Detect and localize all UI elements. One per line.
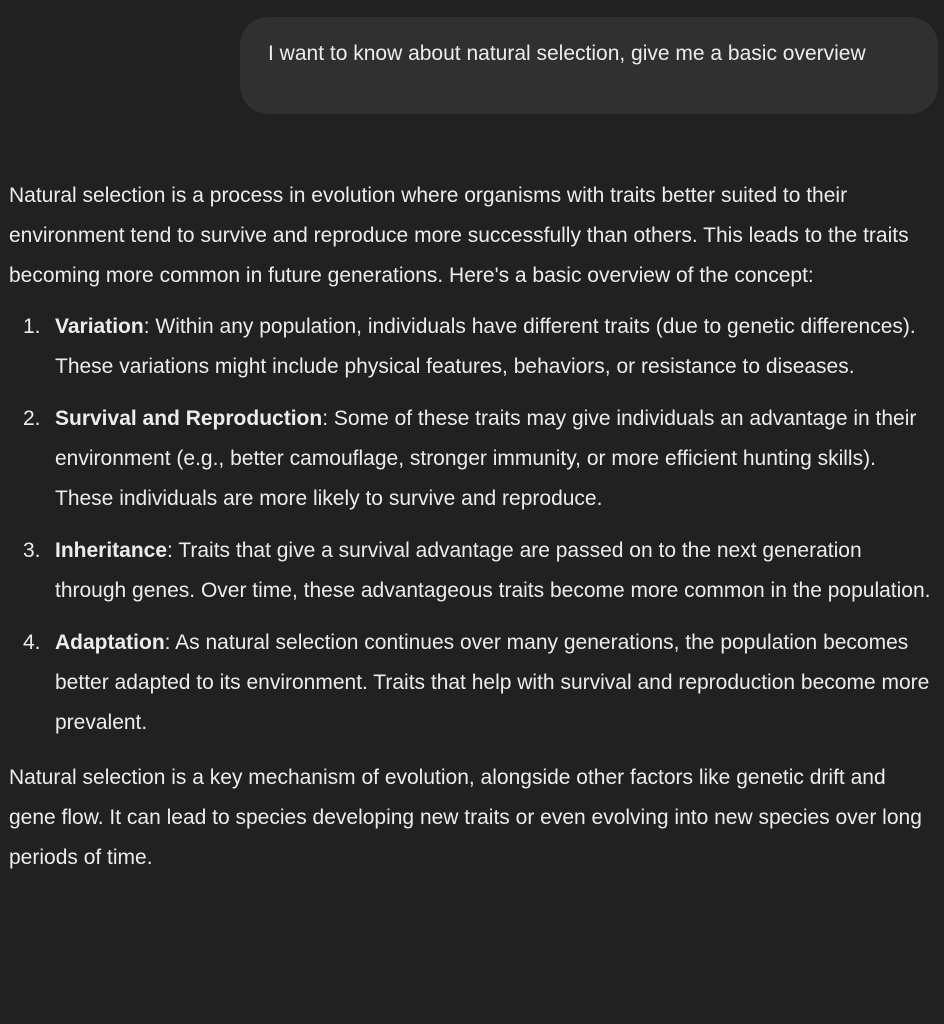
step-number: 2.: [23, 407, 41, 430]
assistant-message: [9, 176, 937, 878]
assistant-closing: Natural selection is a key mechanism of evolution, alongside other factors like genetic drift and gene flow. It can lead to species developing new traits or even evolving into new species over long periods of time.: [9, 766, 922, 869]
list-item: [9, 531, 937, 611]
list-item: [9, 307, 937, 387]
overview-steps-list: [9, 307, 937, 743]
step-body: : Some of these traits may give individuals an advantage in their environment (e.g., better camouflage, stronger immunity, or more efficient hunting skills). These individuals are more likely to survive and reproduce.: [55, 407, 917, 510]
step-number: 4.: [23, 631, 41, 654]
step-title: Survival and Reproduction: [55, 407, 323, 430]
step-title: Variation: [55, 315, 144, 338]
step-title: Adaptation: [55, 631, 165, 654]
step-body: : Traits that give a survival advantage are passed on to the next generation through genes. Over time, these advantageous traits become more common in the population.: [55, 539, 931, 602]
step-body: : Within any population, individuals have different traits (due to genetic differences). These variations might include physical features, behaviors, or resistance to diseases.: [55, 315, 916, 378]
user-message-bubble: [240, 17, 938, 114]
step-number: 3.: [23, 539, 41, 562]
user-message-row: [240, 17, 938, 114]
list-item: [9, 399, 937, 519]
step-number: 1.: [23, 315, 41, 338]
list-item: [9, 623, 937, 743]
step-title: Inheritance: [55, 539, 168, 562]
assistant-intro: Natural selection is a process in evolution where organisms with traits better suited to their environment tend to survive and reproduce more successfully than others. This leads to the traits becoming more common in future generations. Here's a basic overview of the concept:: [9, 184, 909, 287]
user-message-text: I want to know about natural selection, give me a basic overview: [268, 42, 866, 65]
step-body: : As natural selection continues over many generations, the population becomes better adapted to its environment. Traits that help with survival and reproduction become more prevalent.: [55, 631, 930, 734]
